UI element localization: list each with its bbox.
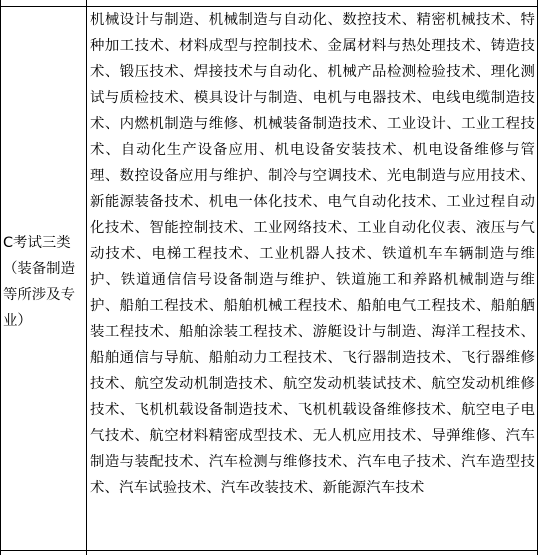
table-row <box>1 7 538 551</box>
category-cell <box>1 7 87 551</box>
table-row-next <box>1 550 538 555</box>
category-label: C考试三类（装备制造等所涉及专业） <box>3 235 75 330</box>
majors-list-text: 机械设计与制造、机械制造与自动化、数控技术、精密机械技术、特种加工技术、材料成型与控制技术、金属材料与热处理技术、铸造技术、锻压技术、焊接技术与自动化、机械产品检测检验技术、理化测试与质检技术、模具设计与制造、电机与电器技术、电线电缆制造技术、内燃机制造与维修、机械装备制造技术、工业设计、工业工程技术、自动化生产设备应用、机电设备安装技术、机电设备维修与管理、数控设备应用与维护、制冷与空调技术、光电制造与应用技术、新能源装备技术、机电一体化技术、电气自动化技术、工业过程自动化技术、智能控制技术、工业网络技术、工业自动化仪表、液压与气动技术、电梯工程技术、工业机器人技术、铁道机车车辆制造与维护、铁道通信信号设备制造与维护、铁道施工和养路机械制造与维护、船舶工程技术、船舶机械工程技术、船舶电气工程技术、船舶舾装工程技术、船舶涂装工程技术、游艇设计与制造、海洋工程技术、船舶通信与导航、船舶动力工程技术、飞行器制造技术、飞行器维修技术、航空发动机制造技术、航空发动机装试技术、航空发动机维修技术、飞机机载设备制造技术、飞机机载设备维修技术、航空电子电气技术、航空材料精密成型技术、无人机应用技术、导弹维修、汽车制造与装配技术、汽车检测与维修技术、汽车电子技术、汽车造型技术、汽车试验技术、汽车改装技术、新能源汽车技术 <box>90 12 535 496</box>
next-row-category-cell <box>1 550 87 555</box>
majors-cell <box>87 7 538 551</box>
next-row-majors-cell <box>87 550 538 555</box>
